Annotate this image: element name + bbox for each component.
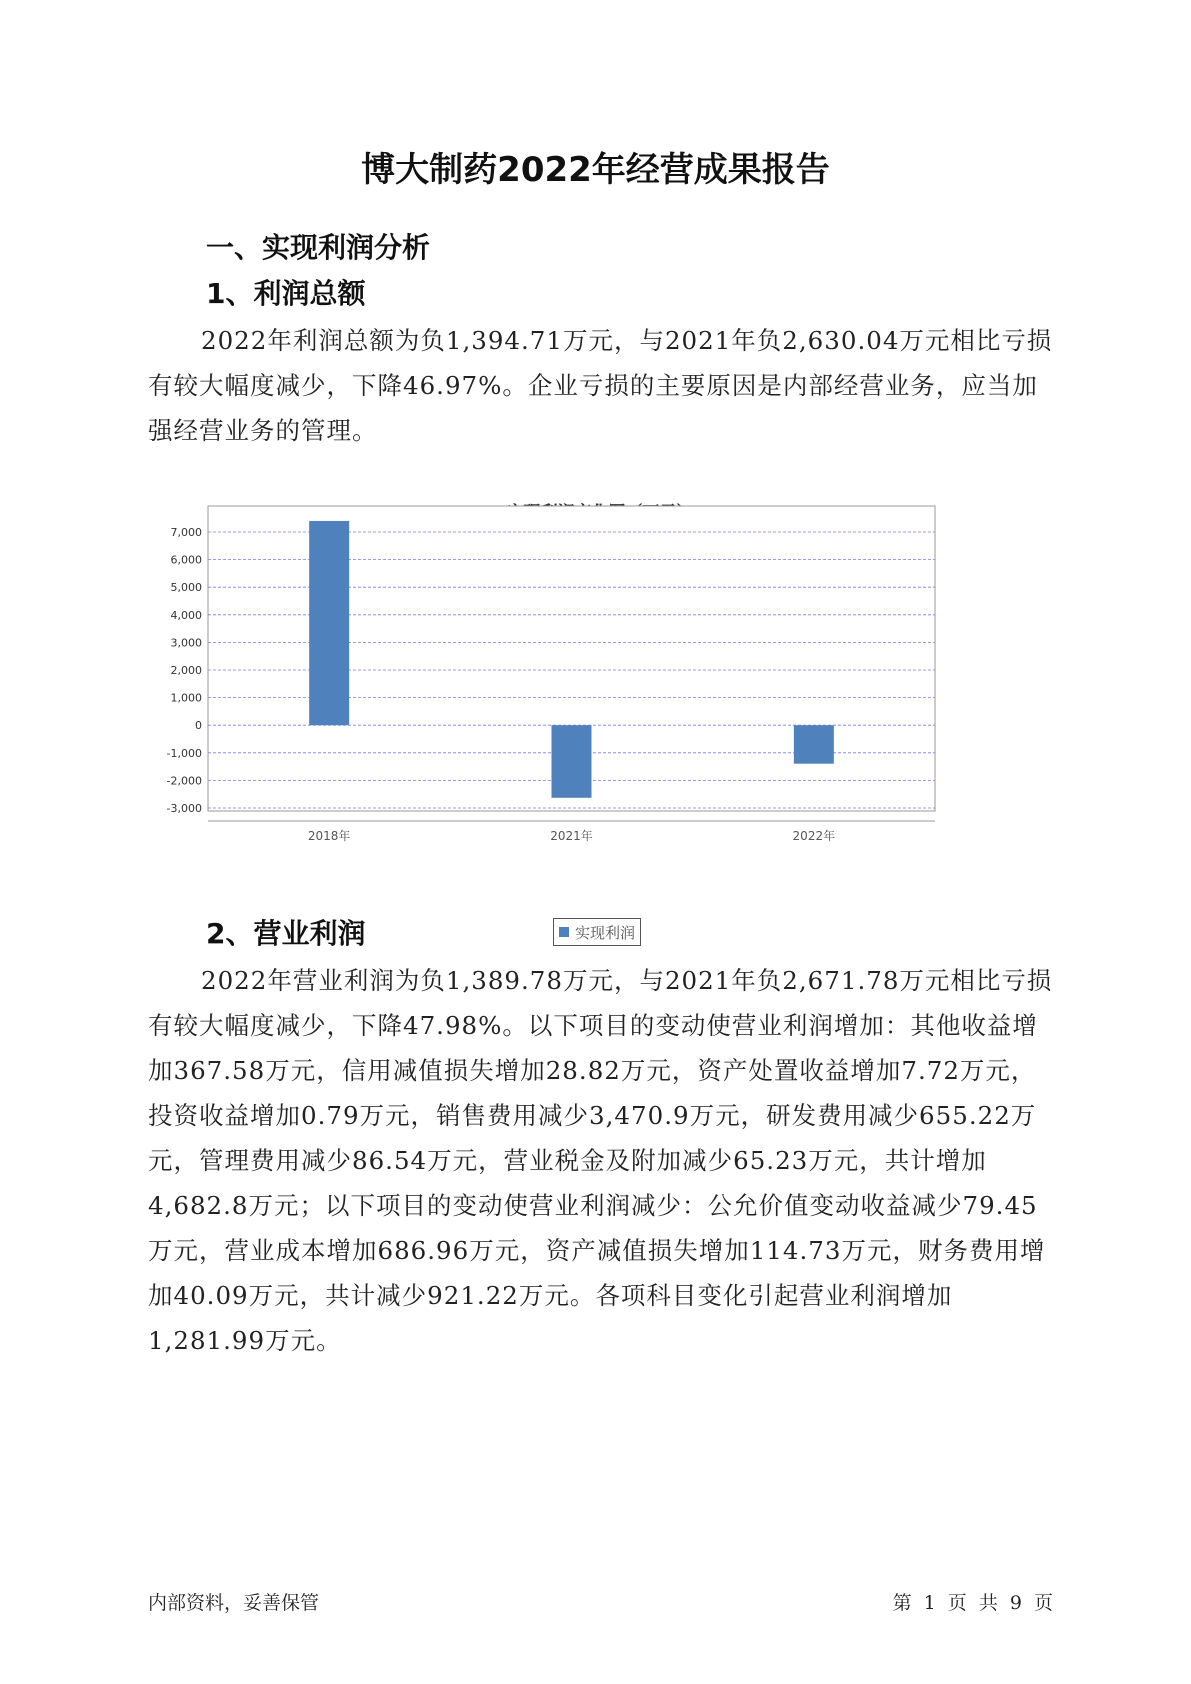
y-tick-label: 5,000	[170, 581, 202, 595]
total-profit-paragraph: 2022年利润总额为负1,394.71万元，与2021年负2,630.04万元相比亏损有较大幅度减少，下降46.97%。企业亏损的主要原因是内部经营业务，应当加强经营业务的管理。	[148, 326, 1053, 445]
x-tick-label: 2018年	[307, 829, 351, 843]
bar-2018年	[309, 521, 349, 725]
chart-legend	[553, 918, 641, 946]
y-tick-label: 0	[195, 719, 202, 733]
y-tick-label: -3,000	[166, 802, 202, 815]
section-heading-profit-analysis: 一、实现利润分析	[206, 231, 431, 264]
y-tick-label: -1,000	[166, 746, 202, 760]
y-tick-label: 7,000	[170, 526, 202, 539]
y-tick-label: -2,000	[166, 774, 202, 788]
subsection-heading-operating-profit: 2、营业利润	[206, 917, 366, 950]
y-tick-label: 3,000	[170, 636, 202, 650]
x-tick-label: 2022年	[792, 829, 836, 843]
y-tick-label: 1,000	[170, 691, 202, 705]
footer-confidential-note: 内部资料，妥善保管	[148, 1592, 320, 1614]
x-tick-label: 2021年	[550, 829, 593, 843]
operating-profit-paragraph: 2022年营业利润为负1,389.78万元，与2021年负2,671.78万元相比亏损有较大幅度减少，下降47.98%。以下项目的变动使营业利润增加：其他收益增加367.58万元，信用减值损失增加28.82万元，资产处置收益增加7.72万元，投资收益增加0.79万元，销售费用减少3,470.9万元，研发费用减少655.22万元，管理费用减少86.54万元，营业税金及附加减少65.23万元，共计增加4,682.8万元；以下项目的变动使营业利润减少：公允价值变动收益减少79.45万元，营业成本增加686.96万元，资产减值损失增加114.73万元，财务费用增加40.09万元，共计减少921.22万元。各项科目变化引起营业利润增加1,281.99万元。	[148, 966, 1053, 1355]
footer-page-number: 第 1 页 共 9 页	[892, 1592, 1053, 1614]
legend-swatch	[559, 927, 569, 937]
bar-2022年	[794, 725, 834, 763]
bar-2021年	[552, 725, 592, 798]
legend-label: 实现利润	[575, 923, 636, 942]
profit-chart	[160, 498, 1040, 958]
subsection-heading-total-profit: 1、利润总额	[206, 277, 366, 310]
y-tick-label: 4,000	[170, 608, 202, 622]
y-tick-label: 2,000	[170, 664, 202, 677]
chart-plot	[160, 498, 1040, 918]
document-title: 博大制药2022年经营成果报告	[361, 150, 830, 190]
y-tick-label: 6,000	[170, 553, 202, 567]
